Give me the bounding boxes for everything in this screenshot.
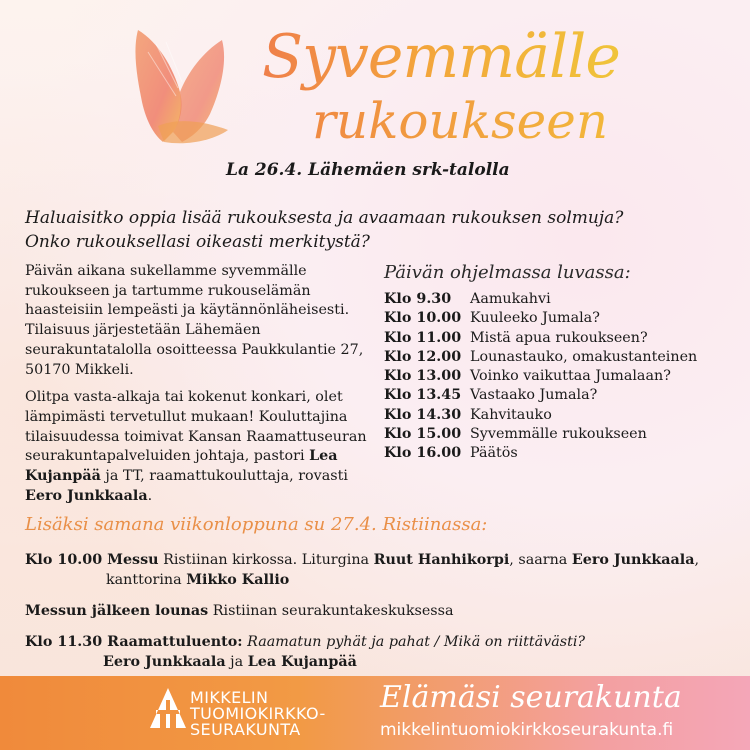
program-item bbox=[384, 444, 734, 463]
lecture-text-and: ja bbox=[225, 654, 248, 670]
program-activity: Kahvitauko bbox=[470, 406, 552, 423]
extra-event-mass bbox=[25, 550, 735, 590]
program-item bbox=[384, 329, 734, 348]
program-time: Klo 13.00 bbox=[384, 368, 462, 385]
lead-question bbox=[25, 206, 725, 254]
cantor-name: Mikko Kallio bbox=[186, 572, 290, 588]
event-date: La 26.4. Lähemäen srk-talolla bbox=[226, 160, 510, 180]
program-activity: Kuuleeko Jumala? bbox=[470, 310, 600, 327]
mass-text-b: , saarna bbox=[509, 552, 572, 568]
extra-event-lecture bbox=[25, 632, 735, 672]
intro-paragraph-2 bbox=[25, 388, 370, 506]
program-item bbox=[384, 290, 734, 309]
question-line-1: Haluaisitko oppia lisää rukouksesta ja avaamaan rukouksen solmuja? bbox=[25, 208, 624, 228]
program-activity: Vastaako Jumala? bbox=[470, 387, 598, 404]
intro-paragraph-1: Päivän aikana sukellamme syvemmälle rukoukseen ja tartumme rukouselämän haasteisiin lempeästi ja käytännönläheisesti. Tilaisuus järjestetään Lähemäen seurakuntatalolla osoitteessa Paukkulantie 27, 50170 Mikkeli. bbox=[25, 263, 364, 378]
lunch-text: Ristiinan seurakuntakeskuksessa bbox=[208, 603, 454, 619]
trainer-name-eero: Eero Junkkaala bbox=[25, 487, 148, 504]
question-line-2: Onko rukouksellasi oikeasti merkitystä? bbox=[25, 232, 370, 252]
slogan: Elämäsi seurakunta bbox=[380, 680, 682, 715]
title-line-2: rukoukseen bbox=[312, 92, 609, 150]
lecturer-name-eero: Eero Junkkaala bbox=[103, 654, 226, 670]
title-line-1: Syvemmälle bbox=[262, 22, 620, 92]
lecture-head: Klo 11.30 Raamattuluento: bbox=[25, 634, 243, 650]
program-activity: Aamukahvi bbox=[470, 291, 551, 307]
org-name bbox=[190, 690, 326, 738]
program-item bbox=[384, 386, 734, 405]
extra-title: Lisäksi samana viikonloppuna su 27.4. Ristiinassa: bbox=[25, 514, 488, 535]
org-line-1: MIKKELIN bbox=[190, 688, 269, 707]
website-link[interactable]: mikkelintuomiokirkkoseurakunta.fi bbox=[380, 720, 674, 740]
program-item bbox=[384, 309, 734, 328]
program-time: Klo 10.00 bbox=[384, 310, 462, 327]
mass-text-a: Ristiinan kirkossa. Liturgina bbox=[158, 552, 374, 568]
org-line-3: SEURAKUNTA bbox=[190, 720, 301, 739]
program-time: Klo 9.30 bbox=[384, 291, 452, 307]
extra-events bbox=[25, 550, 735, 683]
program-item bbox=[384, 367, 734, 386]
mass-text-d: kanttorina bbox=[106, 572, 187, 588]
praying-hands-icon bbox=[118, 22, 268, 152]
program-item bbox=[384, 406, 734, 425]
program-time: Klo 11.00 bbox=[384, 329, 462, 346]
program-list bbox=[384, 290, 734, 464]
program-item bbox=[384, 425, 734, 444]
program-time: Klo 12.00 bbox=[384, 348, 462, 365]
preacher-name: Eero Junkkaala bbox=[571, 552, 695, 568]
program-activity: Päätös bbox=[470, 445, 518, 462]
program-time: Klo 13.45 bbox=[384, 387, 462, 404]
intro-text bbox=[25, 262, 370, 514]
program-activity: Syvemmälle rukoukseen bbox=[470, 426, 647, 443]
org-line-2: TUOMIOKIRKKO- bbox=[190, 704, 326, 723]
program-activity: Mistä apua rukoukseen? bbox=[470, 329, 648, 346]
lunch-head: Messun jälkeen lounas bbox=[25, 603, 209, 619]
intro-text-c: . bbox=[147, 487, 153, 504]
lecturer-name-lea: Lea Kujanpää bbox=[247, 654, 357, 670]
program-title: Päivän ohjelmassa luvassa: bbox=[384, 262, 631, 283]
extra-event-lunch bbox=[25, 601, 735, 621]
program-time: Klo 14.30 bbox=[384, 406, 462, 423]
lecture-topic: Raamatun pyhät ja pahat / Mikä on riittävästi? bbox=[242, 634, 586, 650]
mass-head: Klo 10.00 Messu bbox=[25, 552, 159, 568]
intro-text-a: Olitpa vasta-alkaja tai kokenut konkari, olet lämpimästi tervetullut mukaan! Kouluttajina tilaisuudessa toimivat Kansan Raamattuseuran seurakuntapalveluiden johtaja, pastori bbox=[25, 389, 367, 465]
trainer-name-lea: Lea Kujanpää bbox=[25, 448, 338, 485]
program-activity: Lounastauko, omakustanteinen bbox=[470, 348, 698, 365]
program-time: Klo 16.00 bbox=[384, 445, 462, 462]
program-item bbox=[384, 348, 734, 367]
mass-text-c: , bbox=[694, 552, 700, 568]
intro-text-b: ja TT, raamattukouluttaja, rovasti bbox=[100, 468, 348, 485]
church-logo-icon bbox=[150, 688, 186, 738]
liturgist-name: Ruut Hanhikorpi bbox=[373, 552, 510, 568]
program-time: Klo 15.00 bbox=[384, 426, 462, 443]
program-activity: Voinko vaikuttaa Jumalaan? bbox=[470, 368, 671, 385]
